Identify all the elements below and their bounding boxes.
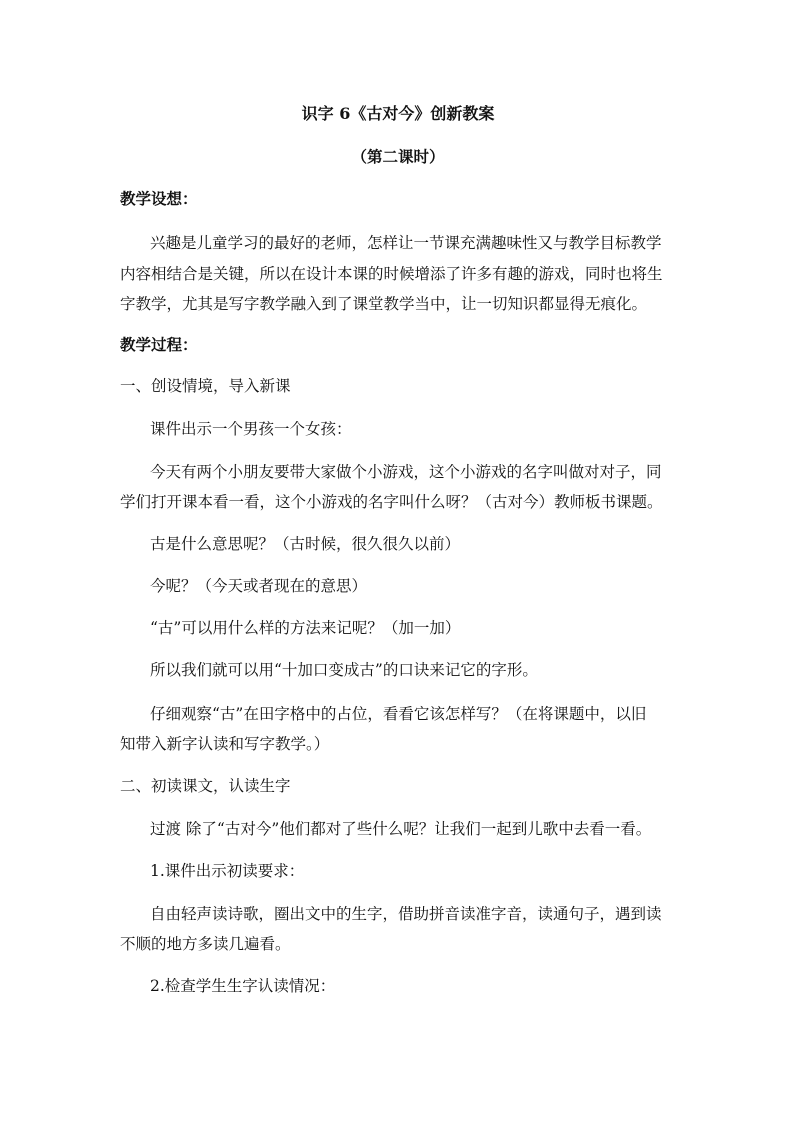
part1-paragraph-2-line-1: 今天有两个小朋友要带大家做个小游戏，这个小游戏的名字叫做对对子，同 — [150, 463, 662, 481]
document-subtitle: （第二课时） — [351, 147, 445, 166]
part1-paragraph-7-line-1: 仔细观察“古”在田字格中的占位，看看它该怎样写？（在将课题中，以旧 — [150, 705, 647, 723]
design-paragraph-line-2: 内容相结合是关键，所以在设计本课的时候增添了许多有趣的游戏，同时也将生 — [120, 265, 663, 283]
process-heading: 教学过程： — [120, 335, 198, 354]
document-page — [120, 0, 676, 1123]
document-title: 识字 6《古对今》创新教案 — [301, 104, 495, 123]
part1-paragraph-7-line-2: 知带入新字认读和写字教学。） — [120, 735, 330, 753]
part1-paragraph-6: 所以我们就可以用“十加口变成古”的口诀来记它的字形。 — [150, 661, 538, 679]
design-paragraph-line-3: 字教学，尤其是写字教学融入到了课堂教学当中，让一切知识都显得无痕化。 — [120, 295, 648, 313]
part1-heading: 一、创设情境，导入新课 — [120, 377, 291, 395]
part1-paragraph-5: “古”可以用什么样的方法来记呢？（加一加） — [150, 619, 461, 637]
part1-paragraph-1: 课件出示一个男孩一个女孩： — [150, 420, 352, 438]
part2-paragraph-2: 1.课件出示初读要求： — [150, 862, 305, 880]
part2-paragraph-3-line-1: 自由轻声读诗歌，圈出文中的生字，借助拼音读准字音，读通句子，遇到读 — [150, 905, 662, 923]
part2-paragraph-3-line-2: 不顺的地方多读几遍看。 — [120, 935, 291, 953]
part2-heading: 二、初读课文，认读生字 — [120, 777, 291, 795]
design-paragraph-line-1: 兴趣是儿童学习的最好的老师，怎样让一节课充满趣味性又与教学目标教学 — [150, 234, 662, 252]
part1-paragraph-2-line-2: 学们打开课本看一看，这个小游戏的名字叫什么呀？（古对今）教师板书课题。 — [120, 493, 663, 511]
part1-paragraph-4: 今呢？（今天或者现在的意思） — [150, 577, 368, 595]
part2-paragraph-4: 2.检查学生生字认读情况： — [150, 977, 336, 995]
part2-paragraph-1: 过渡 除了“古对今”他们都对了些什么呢？让我们一起到儿歌中去看一看。 — [150, 820, 652, 838]
part1-paragraph-3: 古是什么意思呢？（古时候，很久很久以前） — [150, 535, 461, 553]
design-heading: 教学设想： — [120, 189, 198, 208]
